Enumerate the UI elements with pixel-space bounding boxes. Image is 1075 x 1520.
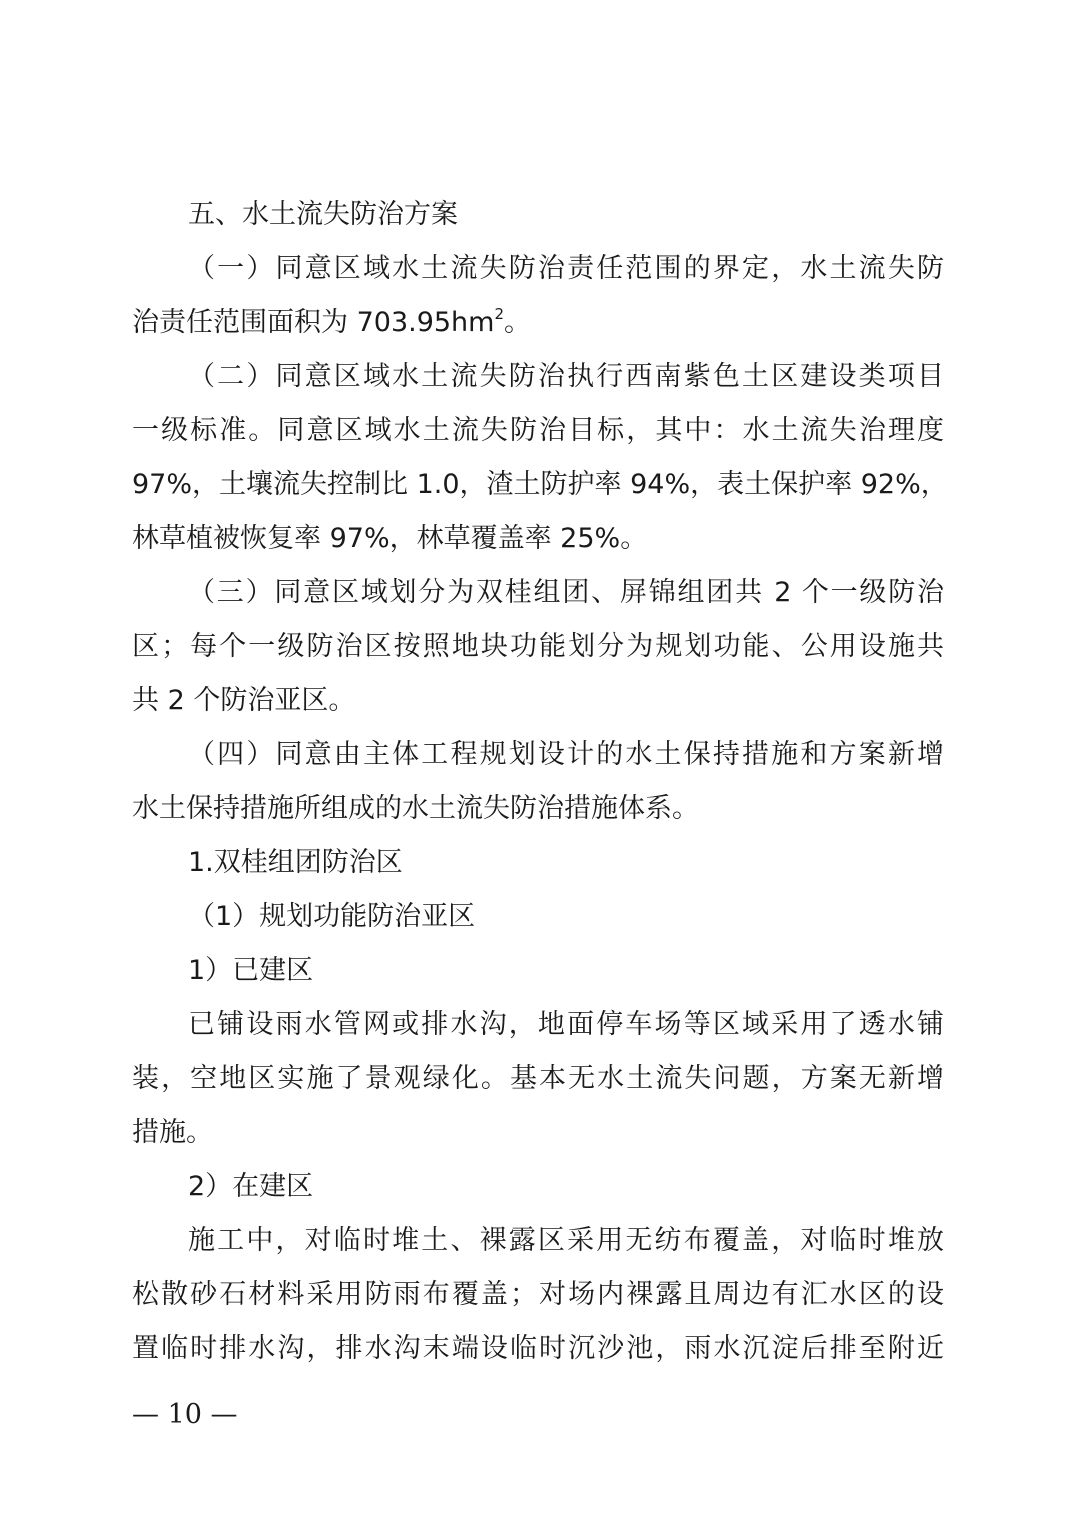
item-2-line-1-text: （二）同意区域水土流失防治执行西南紫色土区建设类项目 [188,361,944,392]
item-4-line-1-text: （四）同意由主体工程规划设计的水土保持措施和方案新增 [188,739,944,770]
item-2-line-2 [132,404,944,458]
item-3-line-1-text: （三）同意区域划分为双桂组团、屏锦组团共 2 个一级防治 [188,577,944,608]
construction-line-1 [132,1214,944,1268]
section-5-heading-text: 五、水土流失防治方案 [188,199,458,230]
construction-line-1-text: 施工中，对临时堆土、裸露区采用无纺布覆盖，对临时堆放 [188,1225,944,1256]
item-1-line-2-superscript: 2 [494,305,505,323]
item-3-line-3-text: 共 2 个防治亚区。 [132,685,356,716]
construction-line-3 [132,1322,944,1376]
item-1-line-1 [132,242,944,296]
item-3-line-2 [132,620,944,674]
item-3-line-1 [132,566,944,620]
item-2-line-3 [132,458,948,512]
document-body [132,188,948,1376]
item-3-line-2-text: 区；每个一级防治区按照地块功能划分为规划功能、公用设施共 [132,631,944,662]
page-number: — 10 — [132,1399,238,1430]
item-4-line-1 [132,728,944,782]
item-3-line-3 [132,674,944,728]
item-2-line-1 [132,350,944,404]
item-4-line-2 [132,782,944,836]
section-5-heading [132,188,944,242]
item-1-line-1-text: （一）同意区域水土流失防治责任范围的界定，水土流失防 [188,253,944,284]
item-2-line-3-text: 97%，土壤流失控制比 1.0，渣土防护率 94%，表土保护率 92%， [132,469,948,500]
subsection-1-1-2-heading-text: 2）在建区 [188,1171,314,1202]
built-area-line-2 [132,1052,944,1106]
subsection-1-heading [132,836,944,890]
construction-line-3-text: 置临时排水沟，排水沟末端设临时沉沙池，雨水沉淀后排至附近 [132,1333,944,1364]
subsection-1-1-1-heading [132,944,944,998]
construction-line-2-text: 松散砂石材料采用防雨布覆盖；对场内裸露且周边有汇水区的设 [132,1279,944,1310]
item-4-line-2-text: 水土保持措施所组成的水土流失防治措施体系。 [132,793,699,824]
built-area-line-1-text: 已铺设雨水管网或排水沟，地面停车场等区域采用了透水铺 [188,1009,944,1040]
item-1-line-2-suffix: 。 [504,307,532,338]
subsection-1-1-1-heading-text: 1）已建区 [188,955,314,986]
item-1-line-2 [132,296,944,350]
subsection-1-1-2-heading [132,1160,944,1214]
built-area-line-3-text: 措施。 [132,1117,213,1148]
subsection-1-1-heading [132,890,944,944]
construction-line-2 [132,1268,944,1322]
subsection-1-heading-text: 1.双桂组团防治区 [188,847,403,878]
item-2-line-2-text: 一级标准。同意区域水土流失防治目标，其中：水土流失治理度 [132,415,944,446]
item-1-line-2-text: 治责任范围面积为 703.95hm [132,307,495,338]
built-area-line-2-text: 装，空地区实施了景观绿化。基本无水土流失问题，方案无新增 [132,1063,944,1094]
item-2-line-4 [132,512,944,566]
built-area-line-3 [132,1106,944,1160]
item-2-line-4-text: 林草植被恢复率 97%，林草覆盖率 25%。 [132,523,648,554]
subsection-1-1-heading-text: （1）规划功能防治亚区 [188,901,476,932]
built-area-line-1 [132,998,944,1052]
